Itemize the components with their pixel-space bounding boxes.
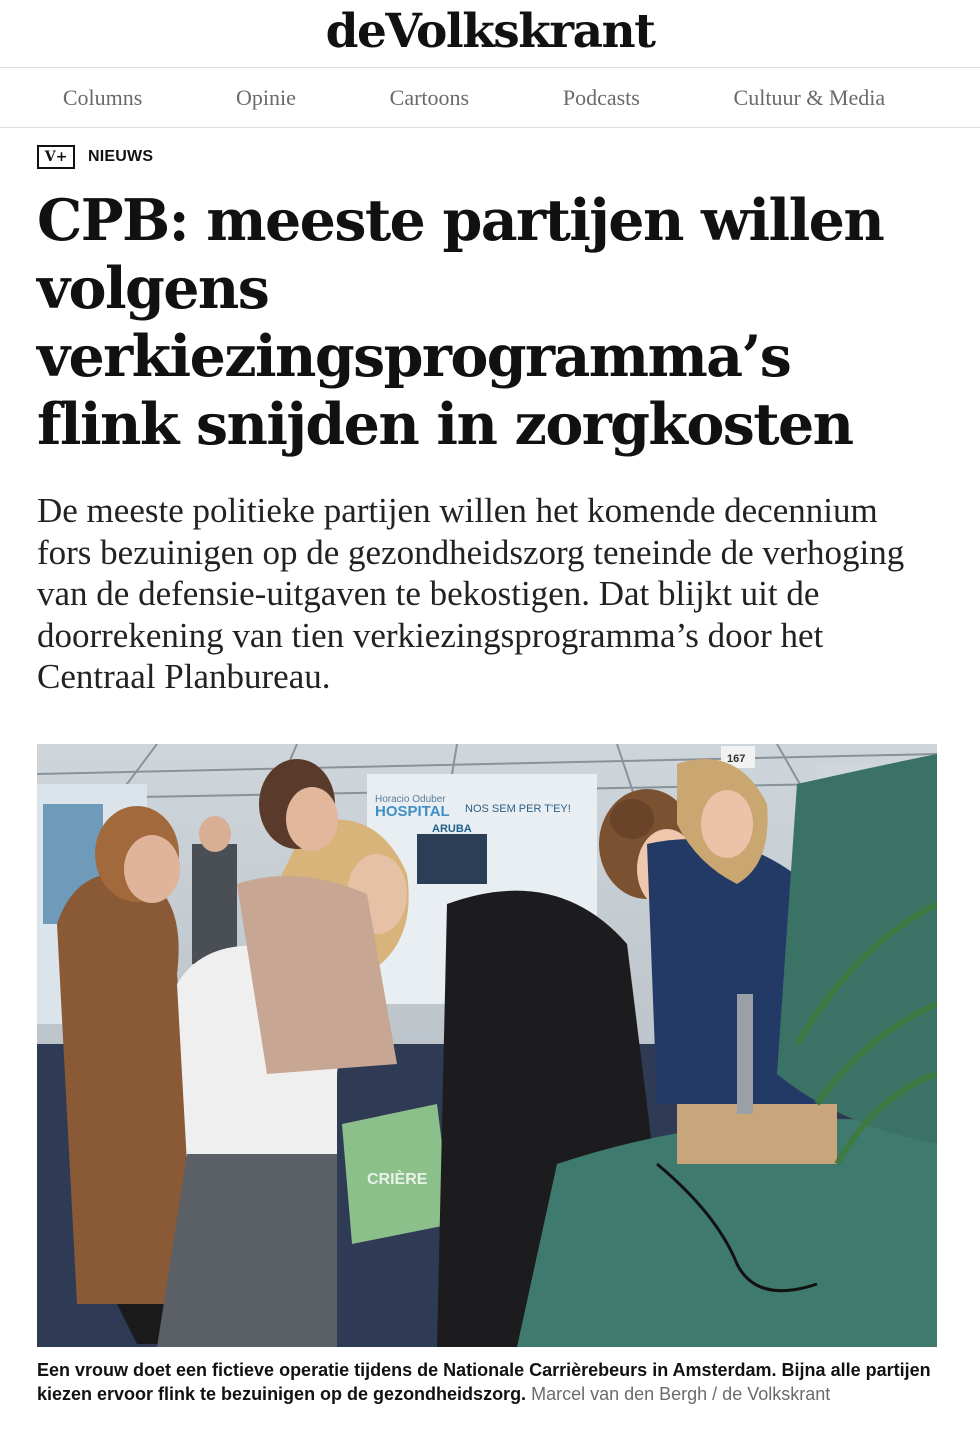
premium-badge: V+: [37, 145, 75, 169]
volkskrant-logo[interactable]: deVolkskrant: [325, 4, 655, 59]
article-headline: CPB: meeste partijen willen volgens verkiezingsprogramma’s flink snijden in zorgkosten: [37, 187, 884, 458]
nav-item-opinie[interactable]: Opinie: [236, 84, 296, 110]
article: [0, 144, 980, 698]
booth-number: 167: [727, 753, 746, 765]
nav-item-columns[interactable]: Columns: [62, 84, 143, 110]
caption-text: Een vrouw doet een fictieve operatie tijdens de Nationale Carrièrebeurs in Amsterdam. Bijna alle partijen kiezen ervoor flink te bezuinigen op de gezondheidszorg.: [37, 1360, 931, 1404]
masthead: [0, 0, 980, 68]
article-photo[interactable]: [37, 744, 937, 1347]
article-lead: De meeste politieke partijen willen het komende decennium fors bezuinigen op de gezondheidszorg teneinde de verhoging van de defensie-uitgaven te bekostigen. Dat blijkt uit de doorrekening van tien verkiezingsprogramma’s door het Centraal Planbureau.: [37, 491, 905, 696]
photo-illustration: [37, 744, 937, 1347]
section-nav: [0, 68, 980, 128]
article-kicker: [37, 144, 943, 170]
bag-print: CRIÈRE: [367, 1171, 428, 1188]
sign-hospital: HOSPITAL: [375, 803, 450, 820]
section-label[interactable]: NIEUWS: [88, 148, 154, 165]
nav-item-cartoons[interactable]: Cartoons: [389, 84, 470, 110]
sign-small: Horacio Oduber: [375, 794, 446, 805]
photo-caption: [37, 1358, 937, 1406]
nav-item-cultuur-media[interactable]: Cultuur & Media: [733, 84, 886, 110]
nav-item-podcasts[interactable]: Podcasts: [562, 84, 640, 110]
sign-aruba: ARUBA: [432, 823, 472, 835]
photo-credit: Marcel van den Bergh / de Volkskrant: [531, 1384, 831, 1404]
sign-slogan: NOS SEM PER T'EY!: [465, 803, 571, 815]
